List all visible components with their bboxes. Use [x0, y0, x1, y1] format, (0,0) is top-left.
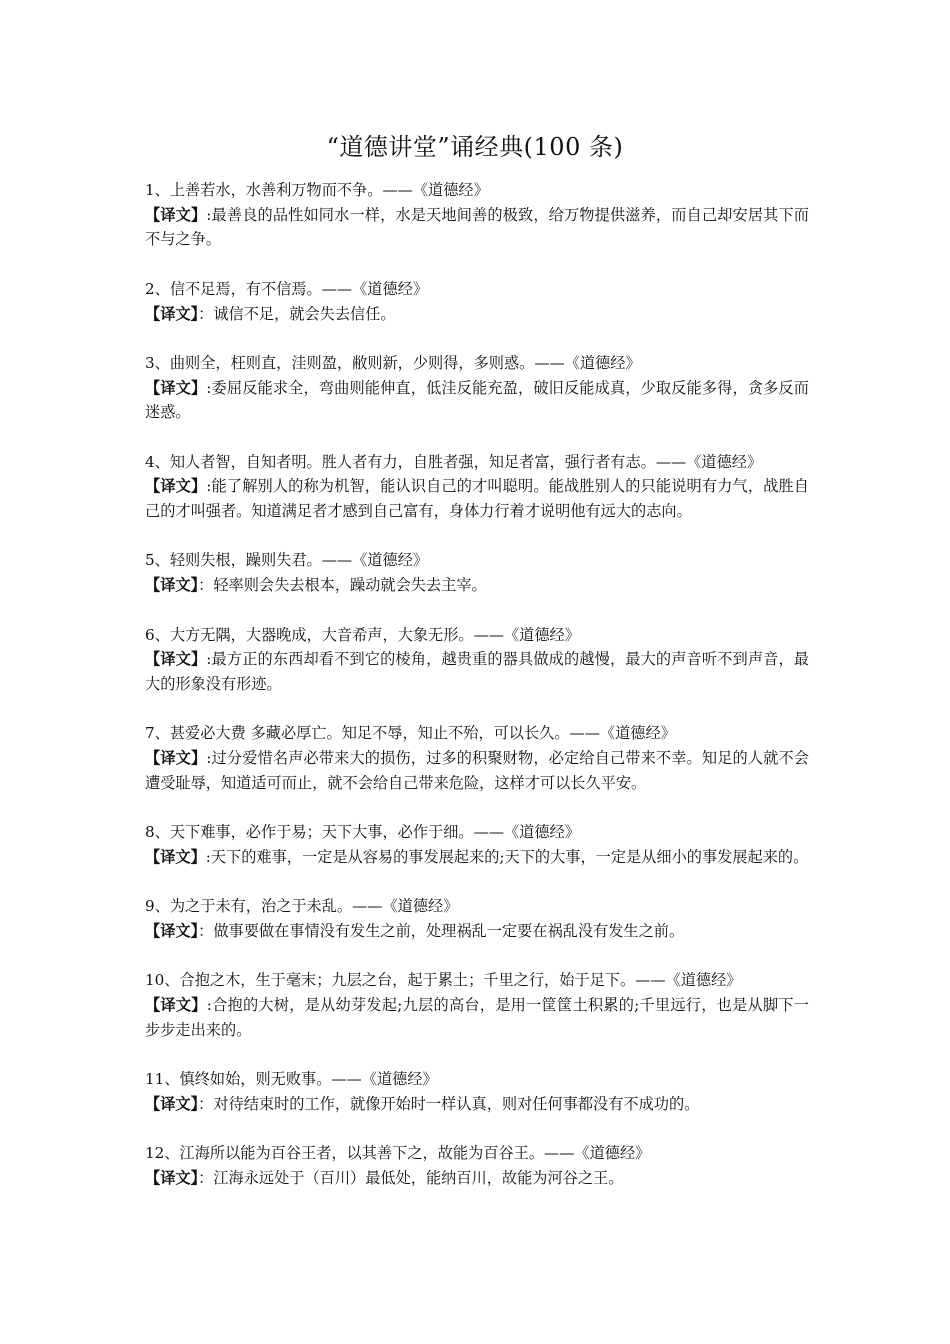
translation-label: 【译文】: [145, 1094, 199, 1113]
entry-quote: 7、甚爱必大费 多藏必厚亡。知足不辱，知止不殆，可以长久。——《道德经》: [145, 724, 676, 743]
translation-label: 【译文】: [145, 378, 207, 397]
entry-translation: [145, 919, 809, 944]
list-item: [145, 450, 809, 524]
list-item: [145, 1141, 809, 1190]
translation-label: 【译文】: [145, 996, 207, 1015]
translation-text: :最方正的东西却看不到它的棱角，越贵重的器具做成的越慢，最大的声音听不到声音，最大的形象没有形迹。: [145, 650, 809, 693]
list-item: [145, 968, 809, 1042]
translation-label: 【译文】: [145, 1168, 199, 1187]
entry-quote: 12、江海所以能为百谷王者，以其善下之，故能为百谷王。——《道德经》: [145, 1144, 651, 1163]
entry-translation: [145, 302, 809, 327]
entry-quote: 6、大方无隅，大器晚成，大音希声，大象无形。——《道德经》: [145, 625, 580, 644]
entry-translation: [145, 746, 809, 795]
list-item: [145, 277, 809, 326]
list-item: [145, 548, 809, 597]
list-item: [145, 894, 809, 943]
entry-quote: 1、上善若水，水善利万物而不争。——《道德经》: [145, 181, 489, 199]
entry-quote: 9、为之于未有，治之于未乱。——《道德经》: [145, 897, 459, 916]
entry-translation: [145, 647, 809, 696]
entry-translation: [145, 203, 809, 252]
list-item: [145, 721, 809, 795]
translation-label: 【译文】: [145, 576, 199, 595]
entry-quote: 2、信不足焉，有不信焉。——《道德经》: [145, 279, 429, 298]
document-title: “道德讲堂”诵经典(100 条): [326, 133, 624, 161]
translation-text: ：轻率则会失去根本，躁动就会失去主宰。: [198, 576, 487, 595]
entry-quote: 10、合抱之木，生于毫末；九层之台，起于累土；千里之行，始于足下。——《道德经》: [145, 971, 742, 990]
entry-translation: [145, 1166, 809, 1191]
translation-label: 【译文】: [145, 205, 207, 224]
translation-text: ：诚信不足，就会失去信任。: [198, 304, 396, 323]
translation-label: 【译文】: [145, 477, 207, 496]
list-item: [145, 351, 809, 425]
translation-label: 【译文】: [145, 650, 207, 669]
entry-translation: [145, 845, 809, 870]
translation-text: ：江海永远处于（百川）最低处，能纳百川，故能为河谷之王。: [198, 1168, 624, 1187]
translation-label: 【译文】: [145, 921, 199, 940]
entry-quote: 8、天下难事，必作于易；天下大事，必作于细。——《道德经》: [145, 823, 580, 842]
entry-translation: [145, 474, 809, 523]
entry-translation: [145, 1092, 809, 1117]
translation-text: :能了解别人的称为机智，能认识自己的才叫聪明。能战胜别人的只能说明有力气，战胜自己的才叫强者。知道满足者才感到自己富有，身体力行着才说明他有远大的志向。: [145, 477, 809, 521]
translation-label: 【译文】: [145, 749, 207, 768]
entry-quote: 11、慎终如始，则无败事。——《道德经》: [145, 1070, 438, 1089]
translation-text: :合抱的大树，是从幼芽发起;九层的高台，是用一筐筐土积累的;千里远行，也是从脚下一步步走出来的。: [145, 996, 809, 1039]
entry-translation: [145, 573, 809, 598]
list-item: [145, 1067, 809, 1116]
entry-quote: 5、轻则失根，躁则失君。——《道德经》: [145, 551, 429, 570]
list-item: [145, 623, 809, 697]
translation-text: :最善良的品性如同水一样，水是天地间善的极致，给万物提供滋养，而自己却安居其下而不与之争。: [145, 205, 809, 249]
entry-quote: 3、曲则全，枉则直，洼则盈，敝则新，少则得，多则惑。——《道德经》: [145, 353, 641, 372]
list-item: [145, 178, 809, 252]
translation-text: :委屈反能求全，弯曲则能伸直，低洼反能充盈，破旧反能成真，少取反能多得，贪多反而迷惑。: [145, 378, 809, 422]
entry-translation: [145, 993, 809, 1042]
document-body: [145, 178, 809, 1215]
translation-text: :天下的难事，一定是从容易的事发展起来的;天下的大事，一定是从细小的事发展起来的。: [205, 847, 809, 866]
translation-label: 【译文】: [145, 304, 199, 323]
entry-translation: [145, 376, 809, 425]
entry-quote: 4、知人者智，自知者明。胜人者有力，自胜者强，知足者富，强行者有志。——《道德经》: [145, 452, 763, 471]
translation-label: 【译文】: [145, 847, 206, 866]
translation-text: ：做事要做在事情没有发生之前，处理祸乱一定要在祸乱没有发生之前。: [198, 921, 685, 940]
translation-text: :过分爱惜名声必带来大的损伤，过多的积聚财物，必定给自己带来不幸。知足的人就不会遭受耻辱，知道适可而止，就不会给自己带来危险，这样才可以长久平安。: [145, 749, 809, 792]
list-item: [145, 820, 809, 869]
translation-text: ：对待结束时的工作，就像开始时一样认真，则对任何事都没有不成功的。: [198, 1094, 700, 1113]
